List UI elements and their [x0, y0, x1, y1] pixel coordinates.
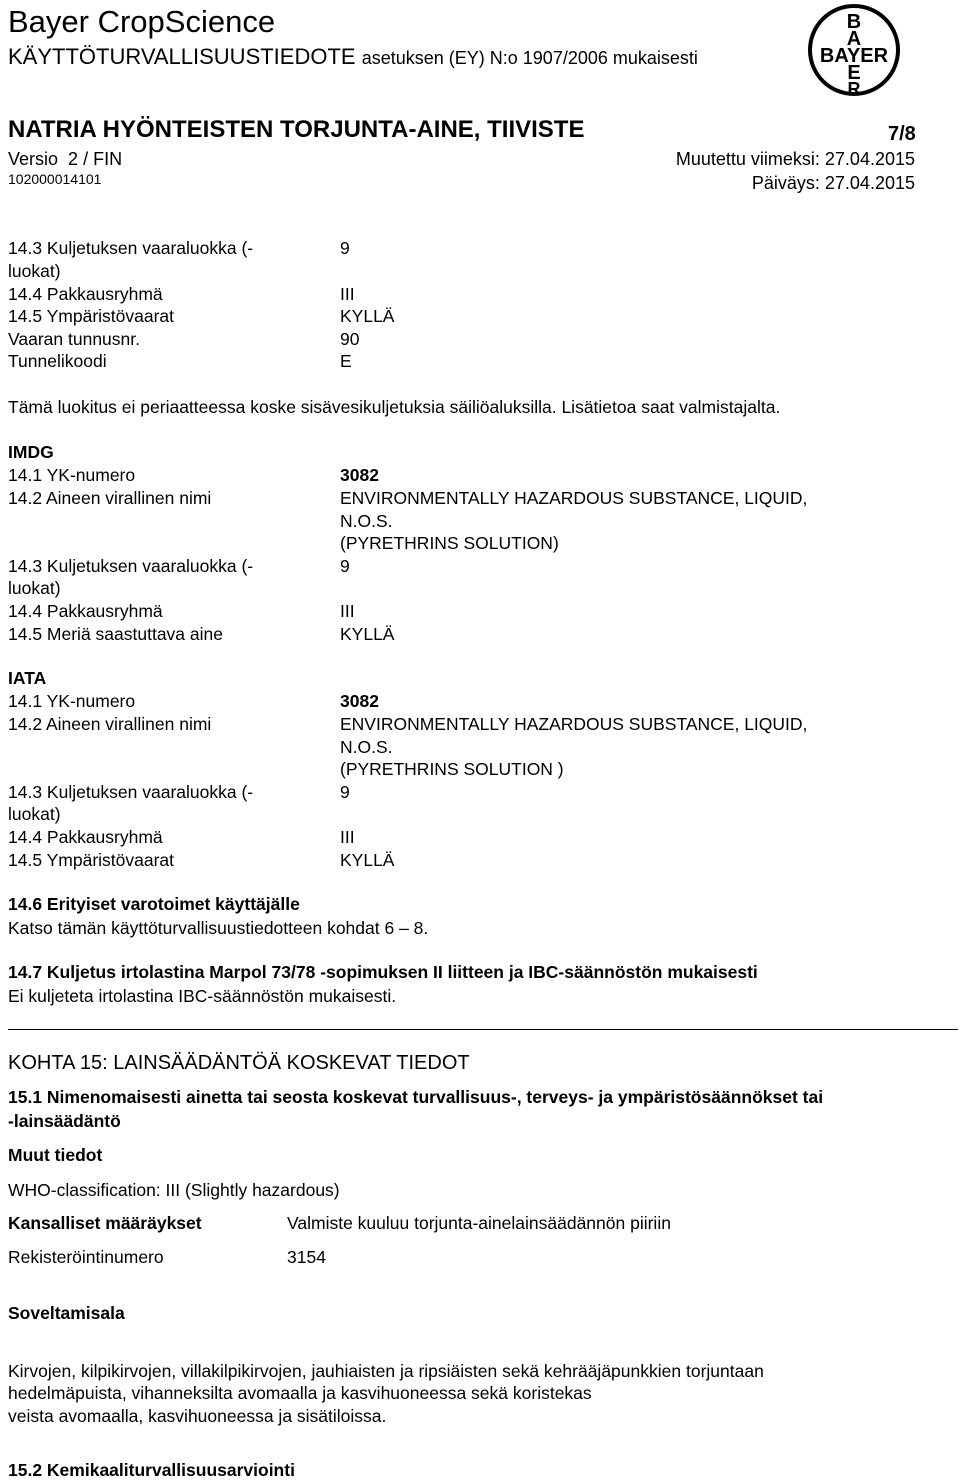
imdg-marine-pollutant-label: 14.5 Meriä saastuttava aine: [8, 624, 223, 644]
section-14-6-text: Katso tämän käyttöturvallisuustiedotteen kohdat 6 – 8.: [8, 918, 429, 938]
section-15-1-title-line-2: -lainsäädäntö: [8, 1111, 121, 1131]
logo-letter-e: E: [847, 62, 861, 84]
adr-packing-group-label: 14.4 Pakkausryhmä: [8, 284, 163, 304]
who-classification: WHO-classification: III (Slightly hazardous): [8, 1180, 340, 1200]
other-info-title: Muut tiedot: [8, 1145, 103, 1165]
section-14-7-text: Ei kuljeteta irtolastina IBC-säännöstön mukaisesti.: [8, 986, 397, 1006]
iata-environment-value: KYLLÄ: [340, 850, 395, 870]
section-14-7-title: 14.7 Kuljetus irtolastina Marpol 73/78 -sopimuksen II liitteen ja IBC-säännöstön mukaisesti: [8, 962, 758, 982]
logo-letter-a: A: [846, 28, 862, 50]
scope-line-2: hedelmäpuista, vihanneksilta avomaalla ja kasvihuoneessa sekä koristekas: [8, 1383, 592, 1403]
iata-class-label-cont: luokat): [8, 804, 61, 824]
imdg-packing-group-value: III: [340, 601, 355, 621]
adr-note: Tämä luokitus ei periaatteessa koske sisävesikuljetuksia säiliöaluksilla. Lisätietoa saat valmistajalta.: [8, 397, 781, 417]
bayer-cross-logo: [808, 2, 900, 98]
adr-class-value: 9: [340, 238, 350, 258]
imdg-class-label-cont: luokat): [8, 578, 61, 598]
iata-class-value: 9: [340, 782, 350, 802]
section-14-6-title: 14.6 Erityiset varotoimet käyttäjälle: [8, 894, 300, 914]
version-label: Versio: [8, 149, 59, 169]
adr-environment-label: 14.5 Ympäristövaarat: [8, 306, 175, 326]
national-regulations-value: Valmiste kuuluu torjunta-ainelainsäädännön piiriin: [287, 1213, 671, 1233]
registration-number-label: Rekisteröintinumero: [8, 1247, 164, 1267]
iata-un-value: 3082: [340, 691, 379, 711]
imdg-name-line-2: N.O.S.: [340, 511, 393, 531]
national-regulations-label: Kansalliset määräykset: [8, 1213, 202, 1233]
section-15-2-title: 15.2 Kemikaaliturvallisuusarviointi: [8, 1460, 295, 1480]
iata-un-label: 14.1 YK-numero: [8, 691, 136, 711]
adr-packing-group-value: III: [340, 284, 355, 304]
logo-row-bayer: BAYER: [819, 45, 889, 67]
version-line: [8, 148, 122, 170]
imdg-name-line-1: ENVIRONMENTALLY HAZARDOUS SUBSTANCE, LIQUID,: [340, 488, 808, 508]
section-15-1-title-line-1: 15.1 Nimenomaisesti ainetta tai seosta koskevat turvallisuus-, terveys- ja ympäristösäännökset tai: [8, 1087, 824, 1107]
adr-class-label-cont: luokat): [8, 261, 61, 281]
imdg-un-value: 3082: [340, 465, 379, 485]
document-number: 102000014101: [8, 171, 102, 187]
imdg-marine-pollutant-value: KYLLÄ: [340, 624, 395, 644]
version-language: / FIN: [83, 149, 123, 169]
section-15-title: KOHTA 15: LAINSÄÄDÄNTÖÄ KOSKEVAT TIEDOT: [8, 1052, 470, 1074]
iata-packing-group-value: III: [340, 827, 355, 847]
imdg-class-value: 9: [340, 556, 350, 576]
iata-packing-group-label: 14.4 Pakkausryhmä: [8, 827, 163, 847]
issue-date: Päiväys: 27.04.2015: [751, 173, 915, 193]
adr-class-label: 14.3 Kuljetuksen vaaraluokka (-: [8, 238, 254, 258]
scope-title: Soveltamisala: [8, 1303, 125, 1323]
regulation-reference: asetuksen (EY) N:o 1907/2006 mukaisesti: [361, 48, 698, 68]
adr-hazard-number-label: Vaaran tunnusnr.: [8, 329, 140, 349]
imdg-packing-group-label: 14.4 Pakkausryhmä: [8, 601, 163, 621]
scope-line-3: veista avomaalla, kasvihuoneessa ja sisätiloissa.: [8, 1406, 387, 1426]
company-name: Bayer CropScience: [8, 4, 276, 39]
iata-class-label: 14.3 Kuljetuksen vaaraluokka (-: [8, 782, 254, 802]
page-number: 7/8: [888, 123, 916, 145]
iata-name-line-2: N.O.S.: [340, 737, 393, 757]
document-type: KÄYTTÖTURVALLISUUSTIEDOTE: [8, 44, 356, 69]
iata-environment-label: 14.5 Ympäristövaarat: [8, 850, 175, 870]
logo-letter-b: B: [846, 11, 862, 33]
section-divider: [8, 1029, 958, 1030]
modified-date: Muutettu viimeksi: 27.04.2015: [675, 149, 915, 169]
scope-line-1: Kirvojen, kilpikirvojen, villakilpikirvojen, jauhiaisten ja ripsiäisten sekä kehrääjäpunkkien torjuntaan: [8, 1361, 764, 1381]
imdg-title: IMDG: [8, 442, 54, 462]
adr-tunnel-code-label: Tunnelikoodi: [8, 351, 107, 371]
iata-name-line-3: (PYRETHRINS SOLUTION ): [340, 759, 564, 779]
imdg-class-label: 14.3 Kuljetuksen vaaraluokka (-: [8, 556, 254, 576]
logo-letter-r: R: [847, 79, 861, 98]
iata-name-line-1: ENVIRONMENTALLY HAZARDOUS SUBSTANCE, LIQUID,: [340, 714, 808, 734]
registration-number-value: 3154: [287, 1247, 326, 1267]
imdg-name-label: 14.2 Aineen virallinen nimi: [8, 488, 212, 508]
iata-title: IATA: [8, 668, 47, 688]
adr-hazard-number-value: 90: [340, 329, 360, 349]
adr-tunnel-code-value: E: [340, 351, 352, 371]
product-name: NATRIA HYÖNTEISTEN TORJUNTA-AINE, TIIVISTE: [8, 116, 585, 143]
version-number: 2: [68, 149, 79, 169]
adr-environment-value: KYLLÄ: [340, 306, 395, 326]
document-title: [8, 44, 698, 71]
imdg-name-line-3: (PYRETHRINS SOLUTION): [340, 533, 559, 553]
iata-name-label: 14.2 Aineen virallinen nimi: [8, 714, 212, 734]
imdg-un-label: 14.1 YK-numero: [8, 465, 136, 485]
